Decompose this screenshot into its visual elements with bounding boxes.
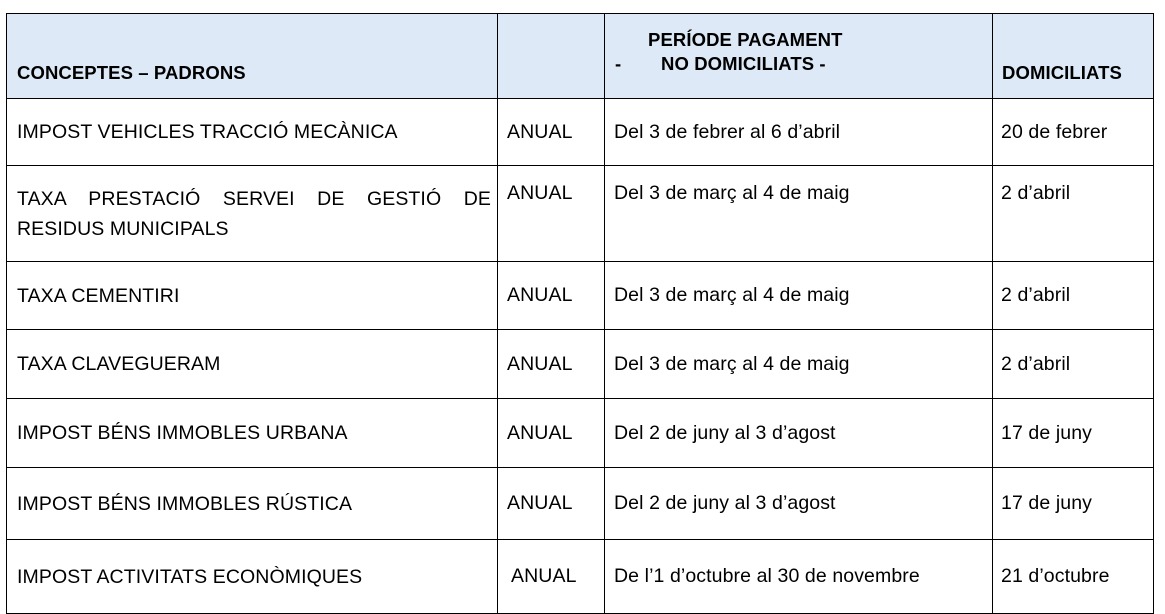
cell-period: Del 2 de juny al 3 d’agost — [605, 399, 993, 468]
cell-period: Del 3 de febrer al 6 d’abril — [605, 99, 993, 166]
cell-frequency: ANUAL — [498, 99, 605, 166]
cell-frequency: ANUAL — [498, 540, 605, 614]
table-header — [7, 14, 1154, 99]
cell-concept: IMPOST BÉNS IMMOBLES URBANA — [7, 399, 498, 468]
cell-concept: TAXA CLAVEGUERAM — [7, 330, 498, 399]
table-row — [7, 262, 1154, 330]
cell-direct-debit: 2 d’abril — [993, 262, 1154, 330]
cell-concept: TAXA PRESTACIÓ SERVEI DE GESTIÓ DE RESIDUS MUNICIPALS — [7, 166, 498, 262]
cell-period: Del 3 de març al 4 de maig — [605, 262, 993, 330]
cell-frequency: ANUAL — [498, 468, 605, 540]
cell-period: Del 3 de març al 4 de maig — [605, 166, 993, 262]
table-row — [7, 468, 1154, 540]
header-period-subtitle: NO DOMICILIATS - — [661, 53, 826, 74]
payment-calendar-table — [6, 13, 1154, 614]
table-row — [7, 399, 1154, 468]
cell-concept: TAXA CEMENTIRI — [7, 262, 498, 330]
cell-direct-debit: 21 d’octubre — [993, 540, 1154, 614]
cell-frequency: ANUAL — [498, 166, 605, 262]
header-concepts: CONCEPTES – PADRONS — [7, 14, 498, 99]
cell-direct-debit: 2 d’abril — [993, 166, 1154, 262]
cell-period: Del 2 de juny al 3 d’agost — [605, 468, 993, 540]
header-period-subtitle-line — [615, 53, 992, 75]
header-period-dash: - — [615, 53, 622, 74]
header-payment-period — [605, 14, 993, 99]
header-row — [7, 14, 1154, 99]
header-frequency — [498, 14, 605, 99]
table-row — [7, 99, 1154, 166]
cell-period: Del 3 de març al 4 de maig — [605, 330, 993, 399]
cell-direct-debit: 2 d’abril — [993, 330, 1154, 399]
cell-frequency: ANUAL — [498, 330, 605, 399]
table-row — [7, 166, 1154, 262]
table-row — [7, 330, 1154, 399]
cell-direct-debit: 17 de juny — [993, 399, 1154, 468]
header-direct-debit: DOMICILIATS — [993, 14, 1154, 99]
cell-direct-debit: 20 de febrer — [993, 99, 1154, 166]
header-period-title: PERÍODE PAGAMENT — [648, 29, 843, 50]
cell-concept: IMPOST BÉNS IMMOBLES RÚSTICA — [7, 468, 498, 540]
cell-direct-debit: 17 de juny — [993, 468, 1154, 540]
cell-frequency: ANUAL — [498, 399, 605, 468]
cell-concept: IMPOST VEHICLES TRACCIÓ MECÀNICA — [7, 99, 498, 166]
cell-concept: IMPOST ACTIVITATS ECONÒMIQUES — [7, 540, 498, 614]
table-row — [7, 540, 1154, 614]
cell-period: De l’1 d’octubre al 30 de novembre — [605, 540, 993, 614]
table-body — [7, 99, 1154, 614]
cell-frequency: ANUAL — [498, 262, 605, 330]
